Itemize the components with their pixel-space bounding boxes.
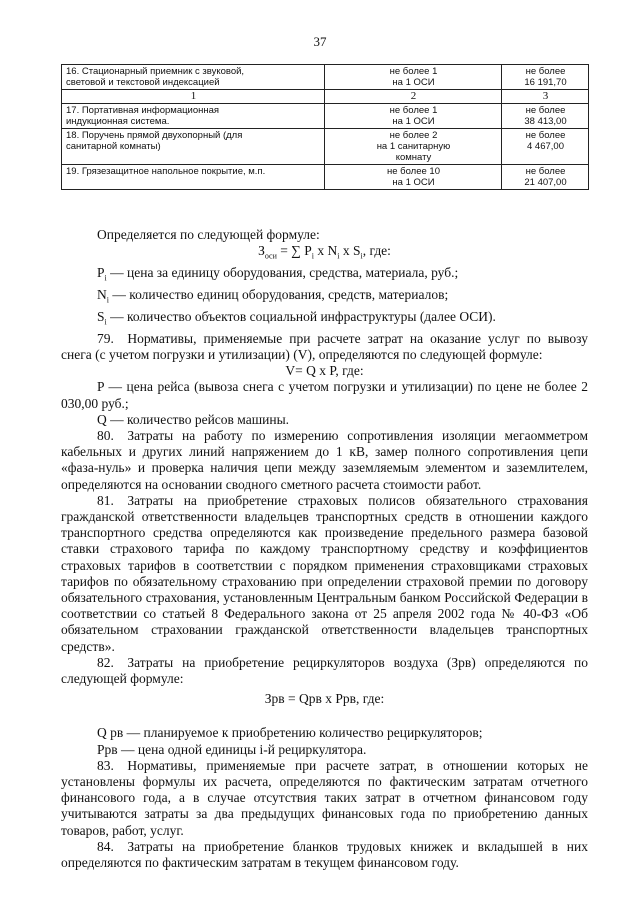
page-number: 37 — [313, 34, 327, 49]
item-name: 16. Стационарный приемник с звуковой, — [66, 66, 245, 77]
price-value: 38 413,00 — [524, 116, 567, 127]
item-name: 17. Портативная информационная — [66, 105, 220, 116]
paragraph-82: 82. Затраты на приобретение рециркуляторов воздуха (Зрв) определяются по следующей формуле: — [61, 654, 588, 687]
equipment-norms-table — [61, 64, 589, 190]
paragraph-80: 80. Затраты на работу по измерению сопротивления изоляции мегаомметром кабельных и других линий напряжением до 1 кВ, замер полного сопротивления цепи «фаза-нуль» и проверка наличия цепи между заземляемым элементом и заземлителем, определяются на основании сводного сметного расчета стоимости работ. — [61, 427, 588, 492]
column-number: 3 — [502, 90, 589, 104]
price-label: не более — [525, 166, 566, 177]
norm-value: не более 1 — [389, 105, 438, 116]
column-number-row — [62, 90, 589, 104]
norm-value: на 1 ОСИ — [392, 116, 435, 127]
item-name: индукционная система. — [66, 116, 170, 127]
paragraph-82-q: Q рв — планируемое к приобретению количество рециркуляторов; — [97, 725, 483, 741]
column-number: 1 — [62, 90, 325, 104]
price-value: 4 467,00 — [527, 141, 564, 152]
item-name-cell — [62, 104, 325, 129]
norm-value: не более 1 — [389, 66, 438, 77]
item-name: 19. Грязезащитное напольное покрытие, м.п. — [66, 166, 266, 177]
price-value: 21 407,00 — [524, 177, 567, 188]
paragraph-79-p: P — цена рейса (вывоза снега с учетом погрузки и утилизации) по цене не более 2 030,00 руб.; — [61, 379, 588, 411]
table-row — [62, 129, 589, 165]
paragraph-81: 81. Затраты на приобретение страховых полисов обязательного страхования гражданской ответственности владельцев транспортных средств в отношении каждого транспортного средства определяются как произведение предельного размера базовой ставки страхового тарифа по каждому транспортному средству и коэффициентов страховых тарифов в соответствии с порядком применения страховщиками страховых тарифов по обязательному страхованию при определении страховой премии по договору обязательного страхования, установленным Центральным банком Российской Федерации в соответствии со статьей 8 Федерального закона от 25 апреля 2002 года № 40-ФЗ «Об обязательном страховании гражданской ответственности владельцев транспортных средств». — [61, 492, 588, 654]
table-row — [62, 165, 589, 190]
price-label: не более — [525, 130, 566, 141]
document-body — [61, 227, 588, 871]
item-name-cell — [62, 129, 325, 165]
item-name: санитарной комнаты) — [66, 141, 161, 152]
paragraph-79: 79. Нормативы, применяемые при расчете затрат на оказание услуг по вывозу снега (с учетом погрузки и утилизации) (V), определяются по следующей формуле: — [61, 330, 588, 362]
norm-value: на 1 ОСИ — [392, 77, 435, 88]
definition-p: $P_i$ — цена за единицу оборудования, средства, материала, руб.; — [97, 265, 459, 283]
paragraph-83: 83. Нормативы, применяемые при расчете затрат, в отношении которых не установлены формулы их расчета, определяются по фактическим затратам отчетного финансового года, а в случае отсутствия таких затрат в отчетном финансовом году учитываются затраты за два предыдущих финансовых года по приобретению данных товаров, работ, услуг. — [61, 757, 588, 838]
price-label: не более — [525, 105, 566, 116]
price-cell — [502, 65, 589, 90]
price-cell — [502, 104, 589, 129]
formula-82: Зрв = Qрв х Ррв, где: — [264, 691, 385, 707]
spacer — [61, 709, 588, 725]
item-name-cell — [62, 165, 325, 190]
definition-n: $N_i$ — количество единиц оборудования, средств, материалов; — [97, 286, 449, 305]
formula-79: V= Q x P, где: — [285, 363, 364, 379]
paragraph-84: 84. Затраты на приобретение бланков трудовых книжек и вкладышей в них определяются по фактическим затратам в текущем финансовом году. — [61, 838, 588, 871]
price-value: 16 191,70 — [524, 77, 567, 88]
norm-value: на 1 ОСИ — [392, 177, 435, 188]
paragraph-82-p: Ррв — цена одной единицы i-й рециркулятора. — [97, 741, 367, 757]
norm-cell — [325, 165, 502, 190]
column-number: 2 — [325, 90, 502, 104]
price-cell — [502, 129, 589, 165]
price-cell — [502, 165, 589, 190]
price-label: не более — [525, 66, 566, 77]
norm-value: комнату — [395, 152, 432, 163]
norm-cell — [325, 65, 502, 90]
norm-value: на 1 санитарную — [376, 141, 451, 152]
item-name: световой и текстовой индексацией — [66, 77, 220, 88]
norm-value: не более 2 — [389, 130, 438, 141]
paragraph-79-q: Q — количество рейсов машины. — [97, 411, 290, 427]
formula-osi: $З_{оси}$ = ∑ $P_i$ x $N_i$ x $S_i$, где: — [258, 243, 391, 261]
norm-cell — [325, 129, 502, 165]
item-name: 18. Поручень прямой двухопорный (для — [66, 130, 243, 141]
table-row — [62, 65, 589, 90]
norm-value: не более 10 — [386, 166, 440, 177]
table-row — [62, 104, 589, 129]
paragraph: Определяется по следующей формуле: — [97, 227, 320, 242]
item-name-cell — [62, 65, 325, 90]
definition-s: $S_i$ — количество объектов социальной инфраструктуры (далее ОСИ). — [97, 308, 496, 327]
norm-cell — [325, 104, 502, 129]
